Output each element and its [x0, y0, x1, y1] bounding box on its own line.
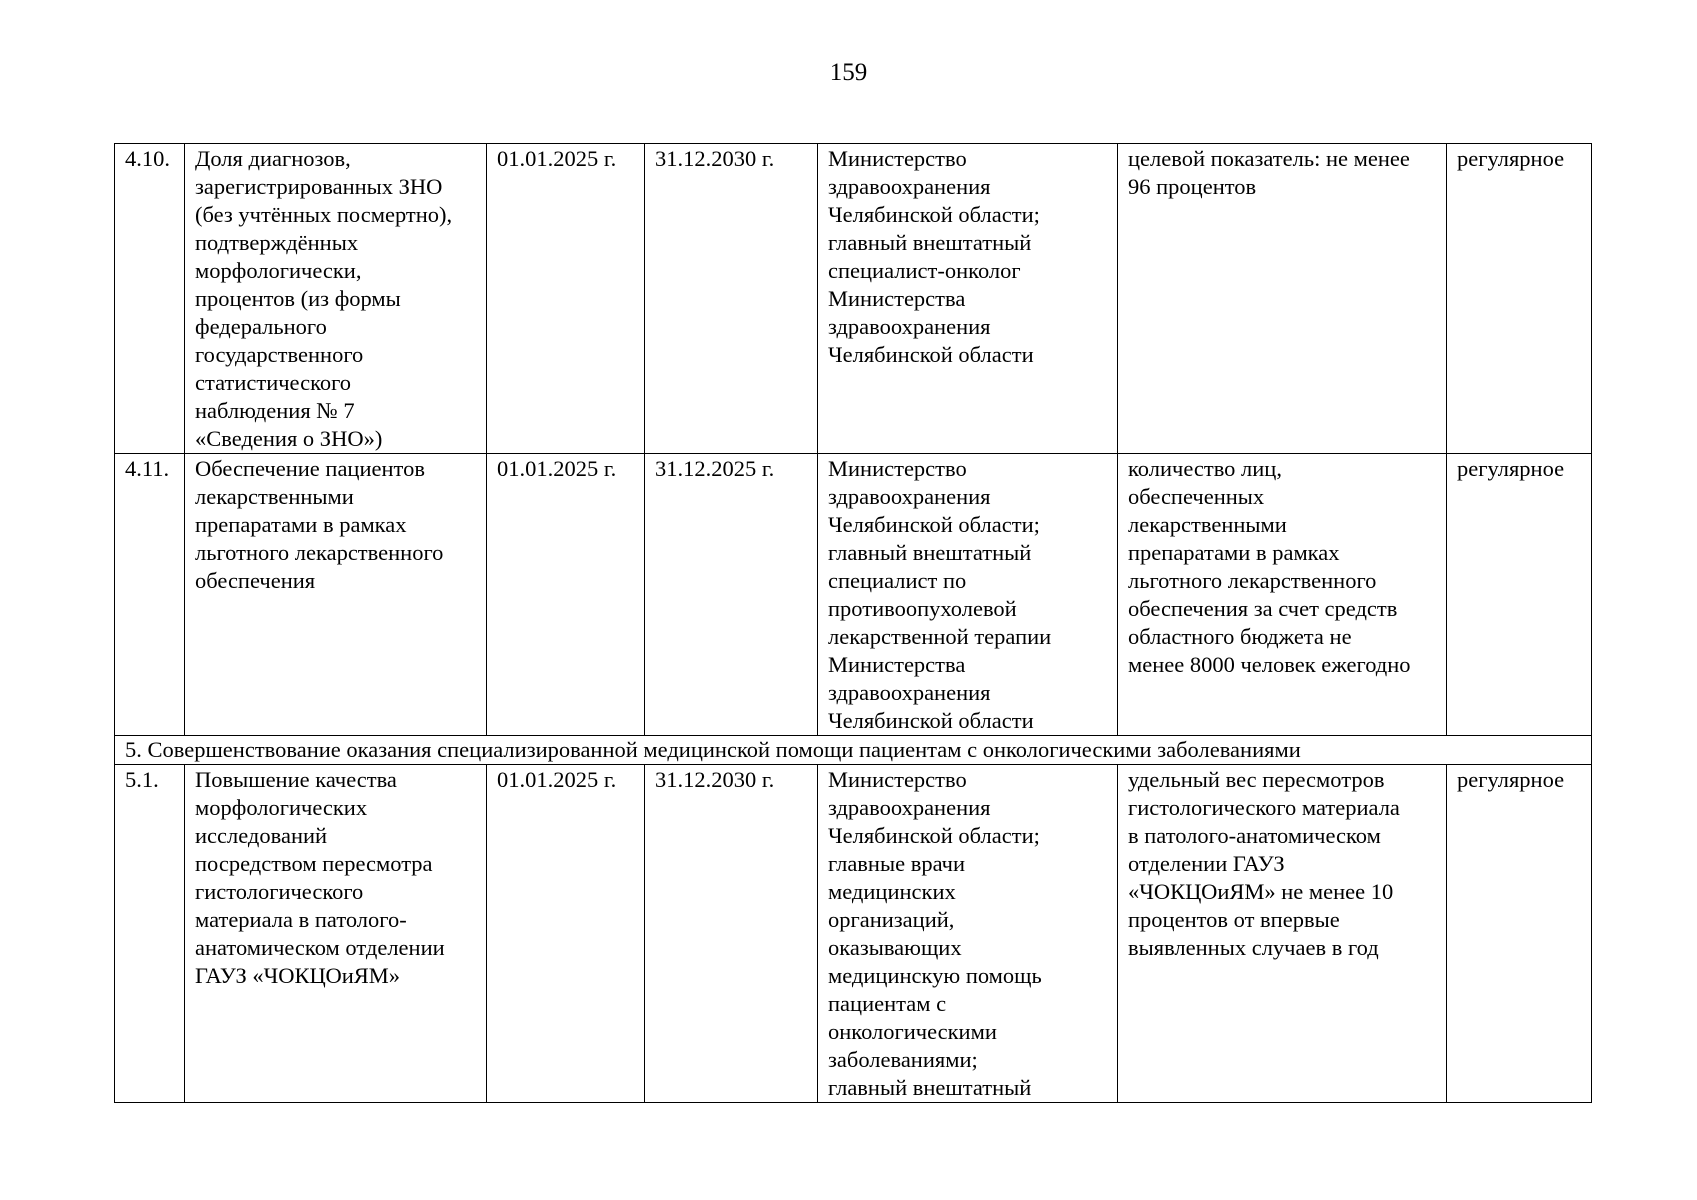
responsible-cell: Министерство здравоохранения Челябинской области; главный внештатный специалист по противоопухолевой лекарственной терапии Министерства здравоохранения Челябинской области: [818, 454, 1118, 736]
frequency-cell: регулярное: [1447, 144, 1592, 454]
table-row: [115, 144, 1592, 454]
end-date-cell: 31.12.2030 г.: [645, 765, 818, 1103]
row-number: 5.1.: [115, 765, 185, 1103]
activity-cell: Повышение качества морфологических исследований посредством пересмотра гистологического материала в патолого- анатомическом отделении ГАУЗ «ЧОКЦОиЯМ»: [185, 765, 487, 1103]
result-cell: удельный вес пересмотров гистологического материала в патолого-анатомическом отделении ГАУЗ «ЧОКЦОиЯМ» не менее 10 процентов от впервые выявленных случаев в год: [1118, 765, 1447, 1103]
row-number: 4.10.: [115, 144, 185, 454]
start-date-cell: 01.01.2025 г.: [487, 765, 645, 1103]
table-row: [115, 765, 1592, 1103]
result-cell: целевой показатель: не менее 96 процентов: [1118, 144, 1447, 454]
table-row: [115, 454, 1592, 736]
plan-table: [114, 143, 1592, 1103]
end-date-cell: 31.12.2030 г.: [645, 144, 818, 454]
responsible-cell: Министерство здравоохранения Челябинской области; главные врачи медицинских организаций, оказывающих медицинскую помощь пациентам с онкологическими заболеваниями; главный внештатный: [818, 765, 1118, 1103]
result-cell: количество лиц, обеспеченных лекарственными препаратами в рамках льготного лекарственного обеспечения за счет средств областного бюджета не менее 8000 человек ежегодно: [1118, 454, 1447, 736]
section-title: 5. Совершенствование оказания специализированной медицинской помощи пациентам с онкологическими заболеваниями: [115, 736, 1592, 765]
start-date-cell: 01.01.2025 г.: [487, 454, 645, 736]
section-row: [115, 736, 1592, 765]
row-number: 4.11.: [115, 454, 185, 736]
activity-cell: Обеспечение пациентов лекарственными препаратами в рамках льготного лекарственного обеспечения: [185, 454, 487, 736]
frequency-cell: регулярное: [1447, 454, 1592, 736]
responsible-cell: Министерство здравоохранения Челябинской области; главный внештатный специалист-онколог Министерства здравоохранения Челябинской области: [818, 144, 1118, 454]
activity-cell: Доля диагнозов, зарегистрированных ЗНО (без учтённых посмертно), подтверждённых морфологически, процентов (из формы федерального государственного статистического наблюдения № 7 «Сведения о ЗНО»): [185, 144, 487, 454]
page-number: 159: [829, 59, 868, 86]
start-date-cell: 01.01.2025 г.: [487, 144, 645, 454]
frequency-cell: регулярное: [1447, 765, 1592, 1103]
end-date-cell: 31.12.2025 г.: [645, 454, 818, 736]
